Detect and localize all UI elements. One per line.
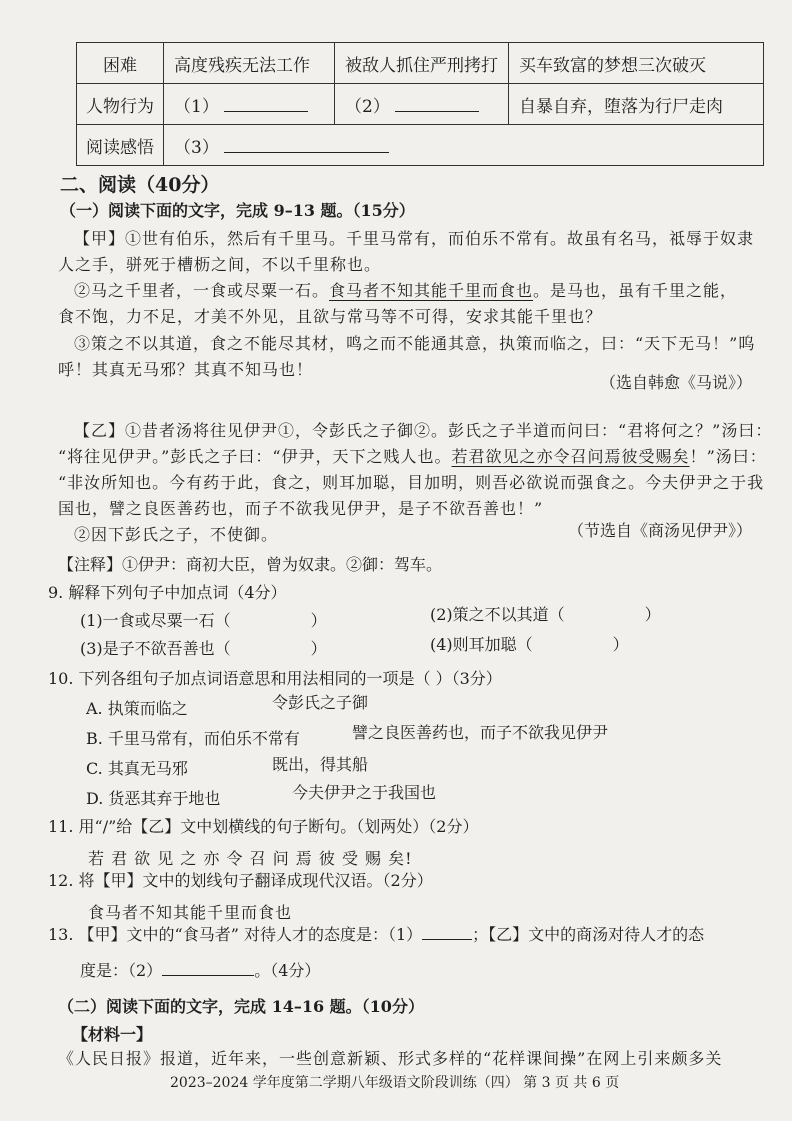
- material-text: 《人民日报》报道，近年来，一些创意新颖、形式多样的“花样课间操”在网上引来颇多关: [58, 1049, 723, 1068]
- jia-text: 呼！其真无马邪？其真不知马也！: [58, 360, 314, 379]
- q12-sentence: 食马者不知其能千里而食也: [88, 903, 293, 922]
- question-13: 13. 【甲】文中的“食马者” 对待人才的态度是：（1） ；【乙】文中的商汤对待人才的态: [48, 925, 705, 944]
- table-cell: 买车致富的梦想三次破灭: [509, 43, 764, 84]
- answer-space[interactable]: [565, 604, 645, 620]
- q9-item: (4)则耳加聪（ ）: [430, 635, 629, 654]
- answer-space[interactable]: [533, 634, 613, 650]
- part2-title: （二）阅读下面的文字，完成 14–16 题。（10分）: [58, 997, 424, 1016]
- blank-label: （1）: [174, 96, 219, 117]
- yi-text: ②因下彭氏之子，不使御。: [74, 525, 279, 544]
- answer-space[interactable]: [231, 610, 311, 626]
- q9-item: (1)一食或尽粟一石（ ）: [80, 611, 327, 630]
- table-row: [77, 43, 764, 84]
- question-10: 10. 下列各组句子加点词语意思和用法相同的一项是（ ）（3分）: [48, 669, 502, 688]
- table-row: [77, 84, 764, 125]
- option-a-pair: 令彭氏之子御: [272, 693, 369, 712]
- question-11: 11. 用“/”给【乙】文中划横线的句子断句。（划两处）（2分）: [48, 817, 479, 836]
- question-9: 9. 解释下列句子中加点词（4分）: [48, 583, 287, 602]
- annotation: 【注释】①伊尹：商初大臣，曾为奴隶。②御：驾车。: [58, 555, 443, 574]
- q9-item: (3)是子不欲吾善也（ ）: [80, 639, 327, 658]
- question-12: 12. 将【甲】文中的划线句子翻译成现代汉语。（2分）: [48, 871, 433, 890]
- option-c[interactable]: C. 其真无马邪: [86, 759, 188, 778]
- answer-cell-3[interactable]: [164, 125, 764, 166]
- table-row: [77, 125, 764, 166]
- yi-text: 【乙】①昔者汤将往见伊尹①，令彭氏之子御②。彭氏之子半道而问曰：“君将何之？”汤曰：: [74, 421, 773, 440]
- blank-label: （2）: [345, 96, 390, 117]
- option-b[interactable]: B. 千里马常有，而伯乐不常有: [86, 729, 300, 748]
- jia-text: 【甲】①世有伯乐，然后有千里马。千里马常有，而伯乐不常有。故虽有名马，祗辱于奴隶: [74, 229, 755, 248]
- underlined-sentence: 食马者不知其能千里而食也: [329, 281, 534, 300]
- question-13-cont: 度是：（2） 。（4分）: [80, 961, 321, 980]
- answer-blank[interactable]: [162, 959, 254, 976]
- jia-text: ③策之不以其道，食之不能尽其材，鸣之而不能通其意，执策而临之，曰：“天下无马！”呜: [74, 334, 756, 353]
- jia-source: （选自韩愈《马说》）: [599, 373, 752, 392]
- q11-sentence: 若 君 欲 见 之 亦 令 召 问 焉 彼 受 赐 矣!: [88, 849, 413, 868]
- answer-space[interactable]: [231, 638, 311, 654]
- answer-blank[interactable]: [224, 95, 308, 112]
- answer-blank[interactable]: [395, 95, 479, 112]
- jia-text: 食不饱，力不足，才美不外见，且欲与常马等不可得，安求其能千里也？: [58, 307, 603, 326]
- jia-text: 人之手，骈死于槽枥之间，不以千里称也。: [58, 255, 382, 274]
- yi-text: 国也，譬之良医善药也，而子不欲我见伊尹，是子不欲吾善也！”: [58, 499, 544, 518]
- option-a[interactable]: A. 执策而临之: [86, 699, 188, 718]
- answer-cell-1[interactable]: [164, 84, 335, 125]
- table-cell: 高度残疾无法工作: [164, 43, 335, 84]
- jia-text: ②马之千里者，一食或尽粟一石。食马者不知其能千里而食也。是马也，虽有千里之能，: [74, 281, 738, 300]
- part1-title: （一）阅读下面的文字，完成 9–13 题。（15分）: [60, 201, 415, 220]
- q9-item: (2)策之不以其道（ ）: [430, 605, 661, 624]
- option-d-pair: 今夫伊尹之于我国也: [292, 783, 437, 802]
- table-cell: 阅读感悟: [77, 125, 164, 166]
- character-analysis-table: [76, 42, 764, 166]
- material-label: 【材料一】: [72, 1025, 153, 1044]
- table-cell: 自暴自弃，堕落为行尸走肉: [509, 84, 764, 125]
- yi-text: “将往见伊尹。”彭氏之子曰：“伊尹，天下之贱人也。若君欲见之亦令召问焉彼受赐矣！”汤曰：: [58, 447, 767, 466]
- blank-label: （3）: [174, 137, 219, 158]
- yi-source: （节选自《商汤见伊尹》）: [567, 521, 752, 540]
- answer-blank[interactable]: [422, 923, 472, 940]
- yi-text: “非汝所知也。今有药于此，食之，则耳加聪，目加明，则吾必欲说而强食之。今夫伊尹之于我: [58, 473, 765, 492]
- option-d[interactable]: D. 货恶其弃于地也: [86, 789, 221, 808]
- table-cell: 困难: [77, 43, 164, 84]
- answer-cell-2[interactable]: [335, 84, 509, 125]
- underlined-sentence: 若君欲见之亦令召问焉彼受赐矣: [451, 447, 690, 466]
- page-footer: 2023–2024 学年度第二学期八年级语文阶段训练（四） 第 3 页 共 6 页: [170, 1075, 620, 1091]
- table-cell: 人物行为: [77, 84, 164, 125]
- option-b-pair: 譬之良医善药也，而子不欲我见伊尹: [352, 723, 609, 742]
- section-title: 二、阅读（40分）: [60, 174, 220, 196]
- option-c-pair: 既出，得其船: [272, 755, 369, 774]
- answer-blank[interactable]: [224, 136, 389, 153]
- table-cell: 被敌人抓住严刑拷打: [335, 43, 509, 84]
